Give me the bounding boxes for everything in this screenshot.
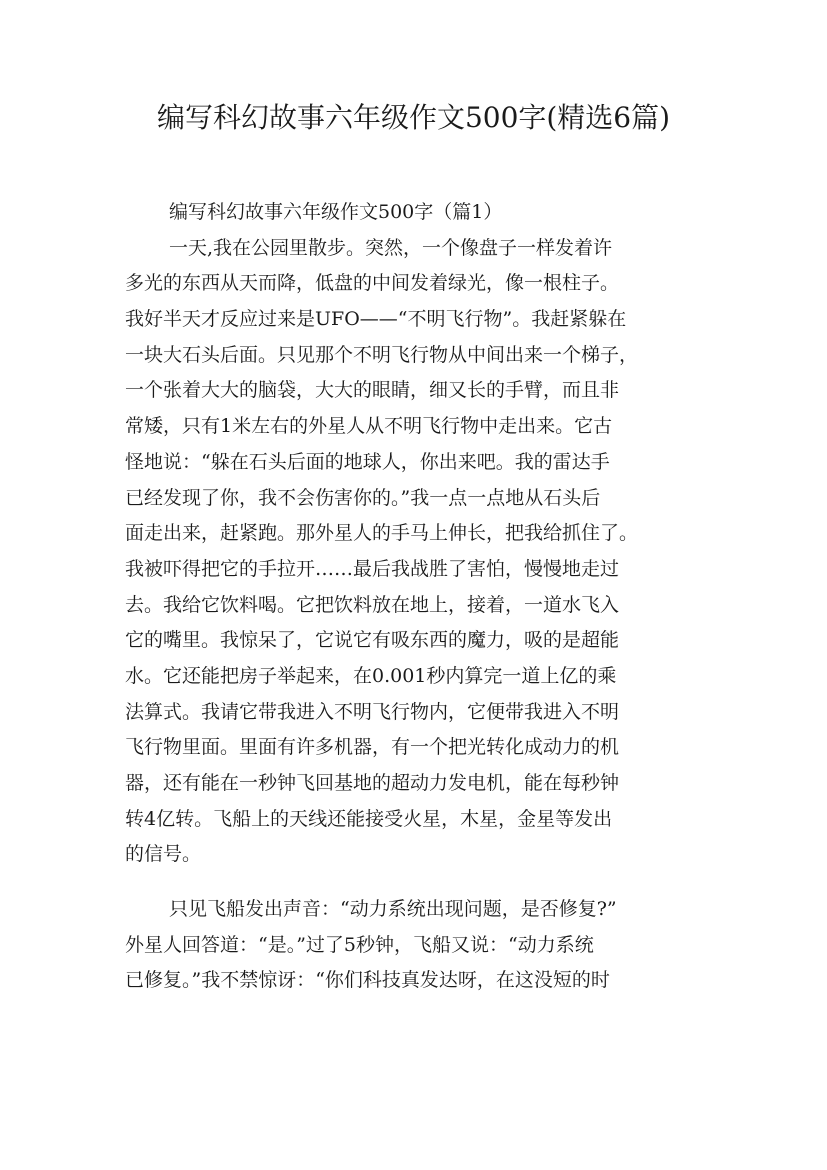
paragraph-line: 面走出来，赶紧跑。那外星人的手马上伸长，把我给抓住了。	[125, 522, 639, 545]
paragraph-line: 水。它还能把房子举起来，在0.001秒内算完一道上亿的乘	[125, 664, 617, 687]
paragraph-line: 多光的东西从天而降，低盘的中间发着绿光，像一根柱子。	[125, 272, 620, 295]
section-heading: 编写科幻故事六年级作文500字（篇1）	[169, 201, 503, 223]
paragraph-line: 飞行物里面。里面有许多机器，有一个把光转化成动力的机	[125, 736, 620, 759]
paragraph-line: 我被吓得把它的手拉开……最后我战胜了害怕，慢慢地走过	[125, 557, 620, 580]
paragraph-line: 外星人回答道：“是。”过了5秒钟，飞船又说：“动力系统	[125, 933, 594, 956]
paragraph-line: 法算式。我请它带我进入不明飞行物内，它便带我进入不明	[125, 700, 620, 723]
paragraph-line: 器，还有能在一秒钟飞回基地的超动力发电机，能在每秒钟	[125, 772, 620, 794]
paragraph-line: 一个张着大大的脑袋，大大的眼睛，细又长的手臂，而且非	[125, 379, 620, 402]
paragraph-line: 常矮，只有1米左右的外星人从不明飞行物中走出来。它古	[125, 415, 613, 438]
paragraph-2	[125, 892, 715, 999]
paragraph-line: 我好半天才反应过来是UFO——“不明飞行物”。我赶紧躲在	[125, 308, 627, 331]
paragraph-line: 已经发现了你，我不会伤害你的。”我一点一点地从石头后	[125, 486, 601, 509]
paragraph-line: 只见飞船发出声音：“动力系统出现问题，是否修复?”	[169, 898, 617, 921]
paragraph-line: 它的嘴里。我惊呆了，它说它有吸东西的魔力，吸的是超能	[125, 629, 620, 652]
paragraph-1	[125, 231, 715, 873]
paragraph-line: 已修复。”我不禁惊讶：“你们科技真发达呀，在这没短的时	[125, 969, 610, 992]
paragraph-spacer	[125, 873, 715, 892]
paragraph-line: 一块大石头后面。只见那个不明飞行物从中间出来一个梯子，	[125, 343, 639, 366]
paragraph-line: 的信号。	[125, 843, 202, 866]
paragraph-line: 一天,我在公园里散步。突然，一个像盘子一样发着许	[169, 236, 613, 259]
paragraph-line: 怪地说：“躲在石头后面的地球人，你出来吧。我的雷达手	[125, 450, 610, 473]
paragraph-line: 去。我给它饮料喝。它把饮料放在地上，接着，一道水飞入	[125, 593, 620, 616]
paragraph-line: 转4亿转。飞船上的天线还能接受火星，木星，金星等发出	[125, 807, 613, 830]
document-title: 编写科幻故事六年级作文500字(精选6篇)	[156, 101, 671, 134]
document-body	[125, 195, 715, 999]
